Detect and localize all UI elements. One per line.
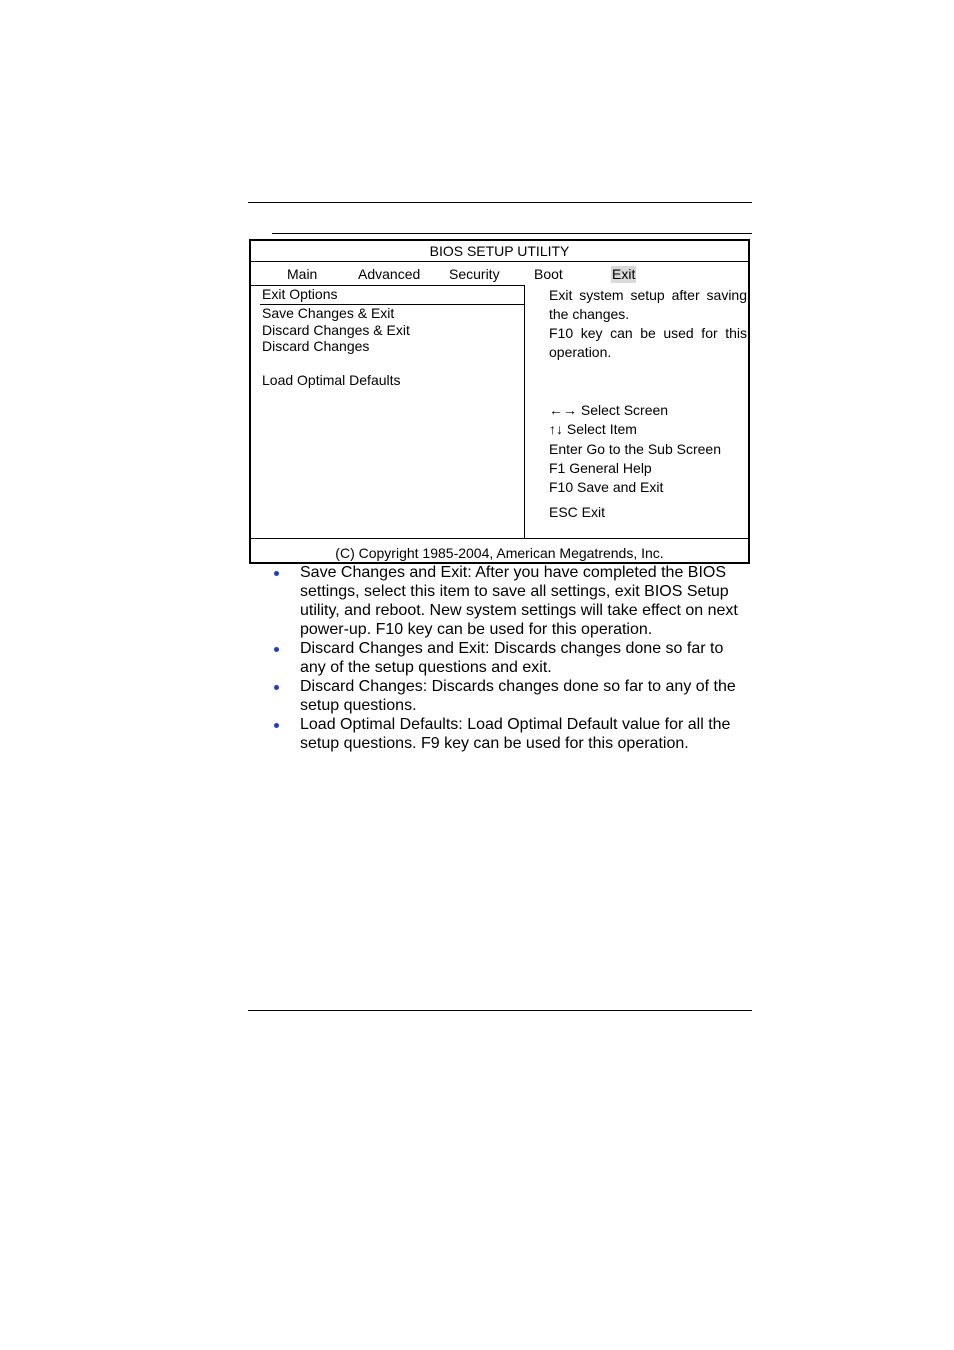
- tab-main[interactable]: Main: [287, 266, 318, 282]
- bios-title: BIOS SETUP UTILITY: [251, 241, 748, 262]
- tab-advanced[interactable]: Advanced: [358, 266, 421, 282]
- options-pane: [251, 285, 525, 539]
- list-item: [272, 677, 752, 715]
- page-bottom-rule: [248, 1010, 752, 1011]
- help-text-line: Exit system setup after saving: [549, 287, 747, 303]
- section-header: Exit Options: [262, 286, 338, 302]
- menu-bar: [251, 262, 748, 285]
- copyright-footer: (C) Copyright 1985-2004, American Megatrends, Inc.: [251, 538, 748, 563]
- help-pane: [525, 285, 748, 538]
- key-esc-exit: ESC Exit: [549, 504, 606, 520]
- list-item: [272, 715, 752, 753]
- help-text-line: operation.: [549, 344, 612, 360]
- option-discard-changes-exit[interactable]: Discard Changes & Exit: [262, 322, 410, 338]
- help-text-line: F10 key can be used for this: [549, 325, 747, 341]
- key-select-screen: ←→ Select Screen: [549, 402, 669, 418]
- page-top-rule: [248, 202, 752, 203]
- tab-boot[interactable]: Boot: [534, 266, 563, 282]
- bullet-dot-icon: [274, 685, 279, 690]
- bullet-dot-icon: [274, 723, 279, 728]
- bullet-text: Load Optimal Defaults: Load Optimal Default value for all the setup questions. F9 key can be used for this operation.: [300, 716, 731, 752]
- option-load-optimal-defaults[interactable]: Load Optimal Defaults: [262, 372, 401, 388]
- bullet-text: Discard Changes and Exit: Discards changes done so far to any of the setup questions and exit.: [300, 640, 724, 676]
- bullet-text: Discard Changes: Discards changes done so far to any of the setup questions.: [300, 678, 736, 714]
- tab-security[interactable]: Security: [449, 266, 500, 282]
- list-item: [272, 563, 752, 639]
- bullet-dot-icon: [274, 647, 279, 652]
- tab-exit[interactable]: Exit: [612, 266, 636, 282]
- key-general-help: F1 General Help: [549, 460, 652, 476]
- option-save-changes-exit[interactable]: Save Changes & Exit: [262, 305, 395, 321]
- bullet-text: Save Changes and Exit: After you have completed the BIOS settings, select this item to save all settings, exit BIOS Setup utility, and reboot. New system settings will take effect on next power-up. F10 key can be used for this operation.: [300, 564, 738, 638]
- bullet-list: [272, 563, 752, 753]
- bios-setup-window: [249, 239, 750, 564]
- help-text-line: the changes.: [549, 306, 630, 322]
- key-select-item: ↑↓ Select Item: [549, 421, 637, 437]
- bullet-dot-icon: [274, 571, 279, 576]
- page-sub-rule: [272, 233, 752, 234]
- key-save-exit: F10 Save and Exit: [549, 479, 664, 495]
- key-enter-sub-screen: Enter Go to the Sub Screen: [549, 441, 721, 457]
- option-discard-changes[interactable]: Discard Changes: [262, 338, 370, 354]
- list-item: [272, 639, 752, 677]
